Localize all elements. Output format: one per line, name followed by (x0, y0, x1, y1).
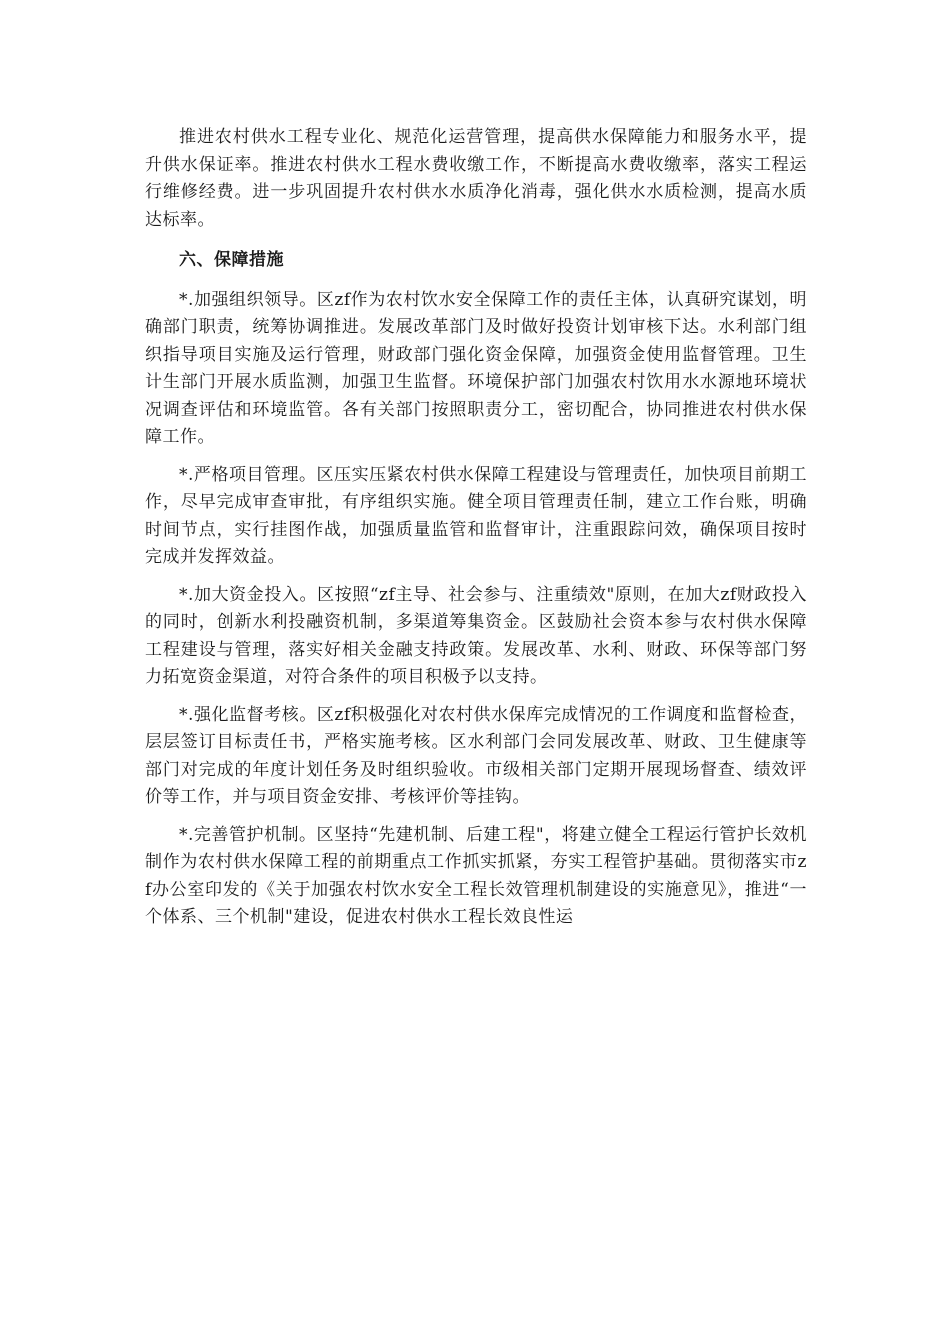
measure-paragraph-project-management: *.严格项目管理。区压实压紧农村供水保障工程建设与管理责任，加快项目前期工作，尽早完成审查审批，有序组织实施。健全项目管理责任制，建立工作台账，明确时间节点，实行挂图作战，加强质量监管和监督审计，注重跟踪问效，确保项目按时完成并发挥效益。 (145, 464, 807, 567)
measure-paragraph-funding: *.加大资金投入。区按照“zf主导、社会参与、注重绩效"原则，在加大zf财政投入的同时，创新水利投融资机制，多渠道筹集资金。区鼓励社会资本参与农村供水保障工程建设与管理，落实好相关金融支持政策。发展改革、水利、财政、环保等部门努力拓宽资金渠道，对符合条件的项目积极予以支持。 (145, 584, 807, 687)
measure-paragraph-organization: *.加强组织领导。区zf作为农村饮水安全保障工作的责任主体，认真研究谋划，明确部门职责，统筹协调推进。发展改革部门及时做好投资计划审核下达。水利部门组织指导项目实施及运行管理，财政部门强化资金保障，加强资金使用监督管理。卫生计生部门开展水质监测，加强卫生监督。环境保护部门加强农村饮用水水源地环境状况调查评估和环境监管。各有关部门按照职责分工，密切配合，协同推进农村供水保障工作。 (145, 289, 807, 447)
section-heading: 六、保障措施 (179, 250, 284, 270)
measure-paragraph-maintenance: *.完善管护机制。区坚持“先建机制、后建工程"，将建立健全工程运行管护长效机制作为农村供水保障工程的前期重点工作抓实抓紧，夯实工程管护基础。贯彻落实市zf办公室印发的《关于加强农村饮水安全工程长效管理机制建设的实施意见》，推进“一个体系、三个机制"建设，促进农村供水工程长效良性运 (145, 824, 807, 927)
document-body (145, 124, 807, 932)
intro-paragraph: 推进农村供水工程专业化、规范化运营管理，提高供水保障能力和服务水平，提升供水保证率。推进农村供水工程水费收缴工作，不断提高水费收缴率，落实工程运行维修经费。进一步巩固提升农村供水水质净化消毒，强化供水水质检测，提高水质达标率。 (145, 127, 807, 230)
measure-paragraph-supervision: *.强化监督考核。区zf积极强化对农村供水保库完成情况的工作调度和监督检查，层层签订目标责任书，严格实施考核。区水利部门会同发展改革、财政、卫生健康等部门对完成的年度计划任务及时组织验收。市级相关部门定期开展现场督查、绩效评价等工作，并与项目资金安排、考核评价等挂钩。 (145, 704, 807, 807)
